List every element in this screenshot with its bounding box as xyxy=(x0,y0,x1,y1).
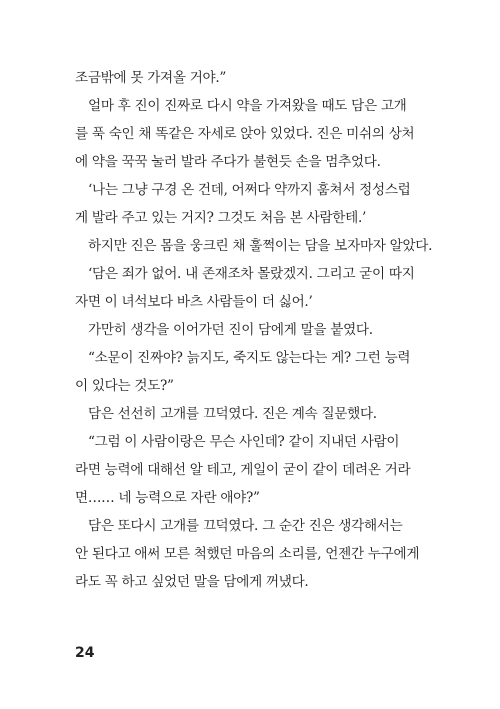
text-line: 라면 능력에 대해선 알 테고, 게일이 굳이 같이 데려온 거라 xyxy=(75,462,411,478)
body-text xyxy=(75,64,433,596)
text-line: 안 된다고 애써 모른 척했던 마음의 소리를, 언젠간 누구에게 xyxy=(75,546,420,562)
text-line: 게 발라 주고 있는 거지? 그것도 처음 본 사람한테.’ xyxy=(75,210,366,226)
text-line: 하지만 진은 몸을 웅크린 채 훌쩍이는 담을 보자마자 알았다. xyxy=(88,238,433,254)
text-line: 에 약을 꾹꾹 눌러 발라 주다가 불현듯 손을 멈추었다. xyxy=(75,154,381,170)
text-line: 라도 꼭 하고 싶었던 말을 담에게 꺼냈다. xyxy=(75,574,309,590)
text-line: 이 있다는 것도?” xyxy=(75,378,174,394)
text-line: ‘담은 죄가 없어. 내 존재조차 몰랐겠지. 그리고 굳이 따지 xyxy=(88,266,415,282)
text-line: ‘나는 그냥 구경 온 건데, 어쩌다 약까지 훔쳐서 정성스럽 xyxy=(88,182,411,198)
text-line: 면…… 네 능력으로 자란 애야?” xyxy=(75,490,260,506)
text-line: 담은 선선히 고개를 끄덕였다. 진은 계속 질문했다. xyxy=(88,406,377,422)
text-line: “소문이 진짜야? 늙지도, 죽지도 않는다는 게? 그런 능력 xyxy=(88,350,411,366)
text-line: 담은 또다시 고개를 끄덕였다. 그 순간 진은 생각해서는 xyxy=(88,518,403,534)
text-line: 자면 이 녀석보다 바츠 사람들이 더 싫어.’ xyxy=(75,294,313,310)
text-line: 조금밖에 못 가져올 거야.” xyxy=(75,70,227,86)
text-line: 를 푹 숙인 채 똑같은 자세로 앉아 있었다. 진은 미쉬의 상처 xyxy=(75,126,415,142)
text-line: 가만히 생각을 이어가던 진이 담에게 말을 붙였다. xyxy=(88,322,373,338)
text-line: 얼마 후 진이 진짜로 다시 약을 가져왔을 때도 담은 고개 xyxy=(88,98,407,114)
text-line: “그럼 이 사람이랑은 무슨 사인데? 같이 지내던 사람이 xyxy=(88,434,400,450)
page-number: 24 xyxy=(75,645,95,661)
